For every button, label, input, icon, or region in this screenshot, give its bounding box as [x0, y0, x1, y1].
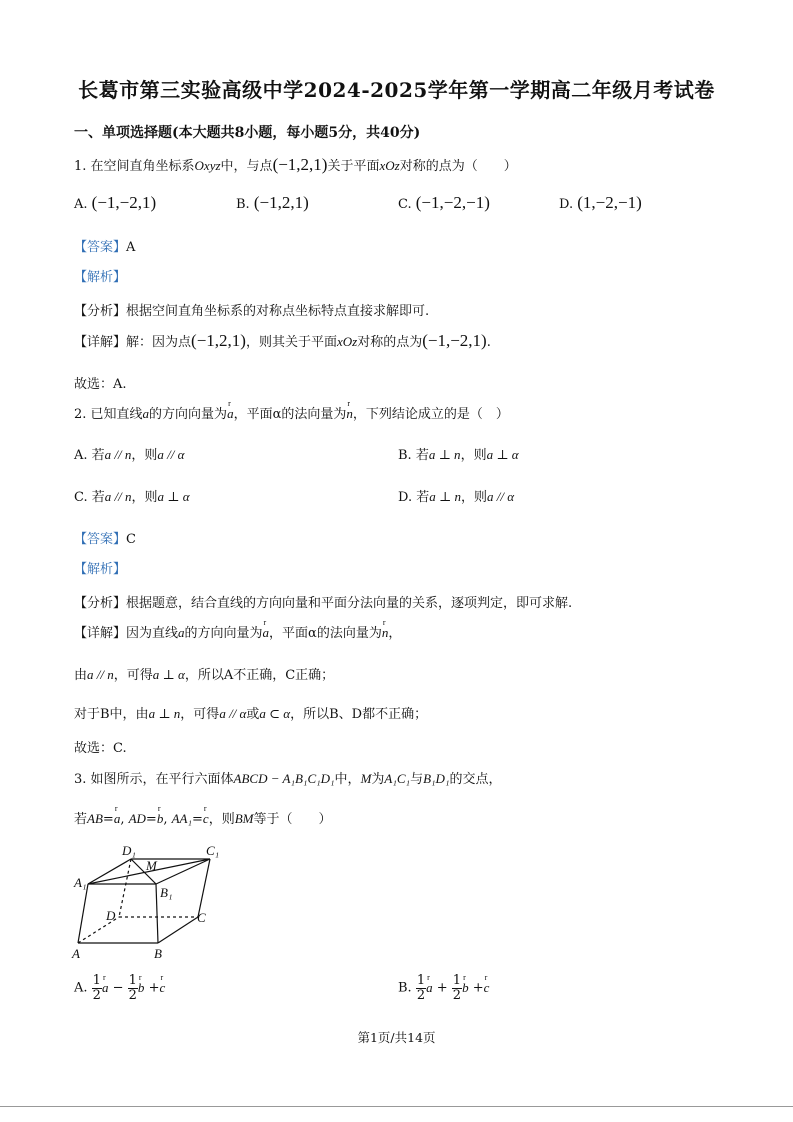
- question-3-option-b: B. $\frac{1}{2}$ r a + $\frac{1}{2}$ r b +r c: [398, 974, 489, 1002]
- question-2-stem: 2. 已知直线a的方向向量为r a，平面α的法向量为r n，下列结论成立的是（ ）: [74, 403, 509, 422]
- question-2-option-c: C. 若a // n，则a ⊥ α: [74, 489, 190, 505]
- question-1-xiangjie: 【详解】解：因为点(−1,2,1)，则其关于平面xOz对称的点为(−1,−2,1).: [74, 331, 491, 350]
- question-1-choice: 故选：A.: [74, 377, 127, 392]
- question-2-answer: 【答案】C: [74, 532, 136, 547]
- edge-d1d-hidden: [119, 859, 131, 917]
- label-m: M: [146, 858, 157, 873]
- page-footer: 第1页/共14页: [357, 1030, 436, 1045]
- question-3-stem-line-2: 若AB=r a, AD=r b, AA₁=r c，则BM等于（ ）: [74, 808, 332, 827]
- label-b: B: [154, 946, 162, 961]
- question-1-stem: 1. 在空间直角坐标系Oxyz中，与点(−1,2,1)关于平面xOz对称的点为（ ）: [74, 155, 517, 174]
- question-1-answer: 【答案】A: [74, 240, 136, 255]
- question-2-option-a: A. 若a // n，则a // α: [74, 447, 185, 463]
- question-1-fenxi: 【分析】根据空间直角坐标系的对称点坐标特点直接求解即可.: [74, 304, 430, 319]
- question-2-option-d: D. 若a ⊥ n，则a // α: [398, 489, 515, 505]
- edge-bc: [158, 917, 198, 943]
- label-a: A: [72, 946, 80, 961]
- question-2-step-1: 由a // n，可得a ⊥ α，所以A不正确，C正确；: [74, 667, 335, 683]
- edge-b1b: [156, 884, 158, 943]
- label-c: C: [197, 910, 206, 925]
- page-title: 长葛市第三实验高级中学2024-2025学年第一学期高二年级月考试卷: [78, 78, 715, 102]
- question-1-option-b: B. (−1,2,1): [236, 193, 309, 212]
- label-c1: C₁: [206, 843, 220, 858]
- question-1-analysis-label: 【解析】: [74, 270, 127, 285]
- question-1-option-d: D. (1,−2,−1): [559, 193, 642, 212]
- edge-b1c1: [156, 859, 210, 884]
- section-header: 一、单项选择题(本大题共8小题，每小题5分，共40分): [74, 125, 421, 141]
- label-d: D: [106, 908, 116, 923]
- label-a1: A₁: [74, 875, 87, 890]
- question-3-stem: 3. 如图所示，在平行六面体ABCD − A₁B₁C₁D₁中，M为A₁C₁与B₁D₁的交点，: [74, 771, 502, 787]
- question-2-fenxi: 【分析】根据题意，结合直线的方向向量和平面分法向量的关系，逐项判定，即可求解.: [74, 596, 573, 611]
- edge-a1a: [78, 884, 88, 943]
- question-1-option-a: A. (−1,−2,1): [74, 193, 157, 212]
- question-2-analysis-label: 【解析】: [74, 562, 127, 577]
- question-2-xiangjie: 【详解】因为直线a的方向向量为r a，平面α的法向量为r n，: [74, 622, 401, 641]
- question-2-option-b: B. 若a ⊥ n，则a ⊥ α: [398, 447, 519, 463]
- edge-c1c: [198, 859, 210, 917]
- question-3-option-a: A. $\frac{1}{2}$ r a − $\frac{1}{2}$ r b +r c: [74, 974, 165, 1002]
- page-bottom-divider: [0, 1106, 793, 1107]
- question-2-step-2: 对于B中，由a ⊥ n，可得a // α或a ⊂ α，所以B、D都不正确；: [74, 706, 428, 722]
- question-1-option-c: C. (−1,−2,−1): [398, 193, 490, 212]
- question-2-choice: 故选：C.: [74, 741, 127, 756]
- parallelepiped-figure: [70, 840, 230, 965]
- edge-d1a1: [88, 859, 131, 884]
- label-b1: B₁: [160, 885, 173, 900]
- label-d1: D₁: [122, 843, 136, 858]
